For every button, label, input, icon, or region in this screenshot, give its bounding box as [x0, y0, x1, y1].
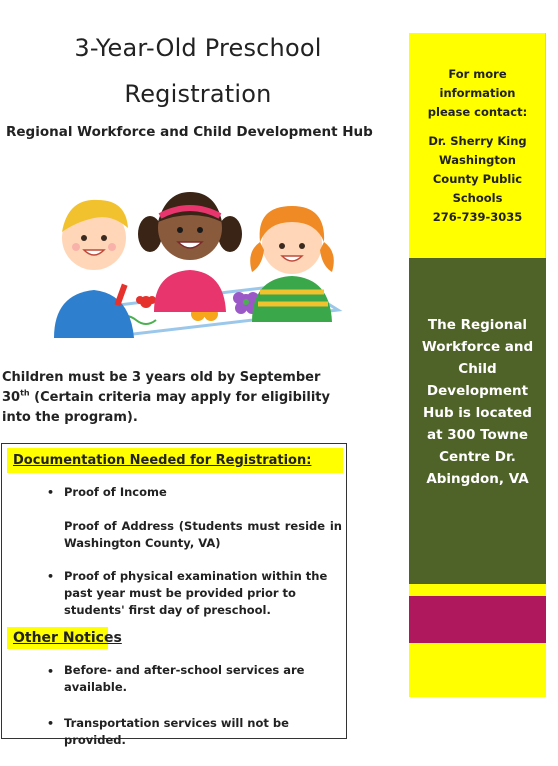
contact-name: Dr. Sherry King	[428, 134, 527, 148]
boy-figure	[54, 200, 134, 338]
eligibility-text-part2: (Certain criteria may apply for eligibility into the program).	[2, 390, 330, 425]
bullet-icon: •	[47, 486, 55, 499]
bullet-icon: •	[47, 665, 55, 678]
contact-line: Schools	[452, 191, 503, 205]
page-title-line1: 3-Year-Old Preschool	[74, 34, 322, 62]
hub-line: Abingdon, VA	[426, 471, 529, 487]
bullet-icon: •	[47, 717, 55, 730]
bullet-icon: •	[47, 570, 55, 583]
contact-panel	[409, 33, 546, 258]
magenta-band	[409, 596, 546, 643]
eligibility-paragraph	[2, 368, 352, 428]
hub-line: Workforce and	[421, 339, 534, 355]
contact-line: Washington	[438, 153, 516, 167]
page-title-line2: Registration	[124, 80, 272, 108]
other-notices-heading: Other Notices	[7, 627, 108, 649]
ordinal-suffix: th	[20, 388, 30, 398]
eligibility-text-part1: Children must be 3 years old by September 30	[2, 370, 321, 405]
hub-line: Development	[426, 383, 529, 399]
contact-line: For more	[448, 67, 507, 81]
documentation-heading: Documentation Needed for Registration:	[7, 448, 343, 473]
doc-item-income: Proof of Income	[64, 485, 167, 499]
contact-line: County Public	[432, 172, 523, 186]
yellow-band	[409, 584, 546, 596]
hub-line: Child	[458, 361, 497, 377]
page-subtitle: Regional Workforce and Child Development Hub	[6, 124, 373, 140]
hub-line: Centre Dr.	[439, 449, 516, 465]
doc-item-address: Proof of Address (Students must reside in Washington County, VA)	[64, 519, 342, 550]
doc-item-physical: Proof of physical examination within the past year must be provided prior to students' first day of preschool.	[64, 569, 328, 617]
hub-line: at 300 Towne	[426, 427, 529, 443]
hub-location-text	[409, 314, 546, 490]
contact-phone: 276-739-3035	[432, 210, 523, 224]
yellow-band-bottom	[409, 643, 546, 697]
hub-line: Hub is located	[423, 405, 532, 421]
hub-line: The Regional	[427, 317, 528, 333]
girl-figure-right	[250, 206, 334, 322]
contact-line: information	[439, 86, 516, 100]
notice-item-services: Before- and after-school services are available.	[64, 663, 305, 694]
contact-line: please contact:	[427, 105, 528, 119]
notice-item-transportation: Transportation services will not be provided.	[64, 716, 289, 747]
hub-location-panel	[409, 258, 546, 584]
registration-info-box	[1, 443, 347, 747]
children-drawing-illustration	[46, 192, 346, 338]
